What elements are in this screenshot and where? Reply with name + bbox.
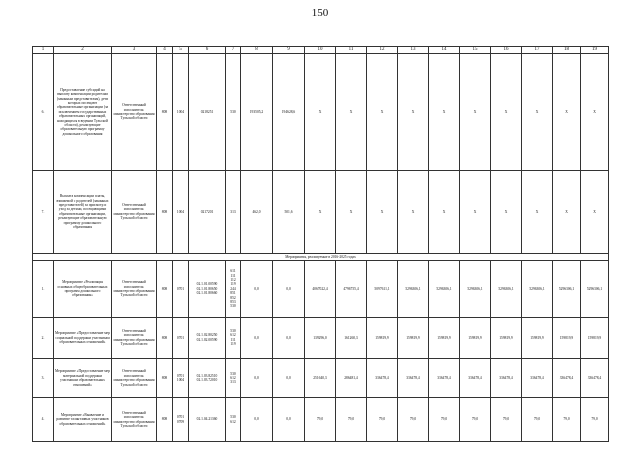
cell-value: 0701 (173, 261, 189, 317)
cell-value: Х (305, 54, 336, 171)
row-number: 1. (33, 261, 54, 317)
cell-value: 501,6 (273, 170, 305, 253)
cell-value: 159819,9 (460, 317, 491, 358)
cell-value: 0,0 (241, 317, 273, 358)
cell-value: 5296306,1 (491, 261, 522, 317)
cell-value: 79,0 (491, 398, 522, 442)
cell-value: Х (398, 54, 429, 171)
cell-value: 5296306,1 (398, 261, 429, 317)
row-executor: Ответственный исполнитель: министерство образования Тульской области (112, 54, 157, 171)
cell-value: 808 (157, 317, 173, 358)
cell-value: 79,0 (522, 398, 553, 442)
column-header: 5 (173, 47, 189, 54)
row-number: 6. (33, 54, 54, 171)
cell-value: 336478,4 (581, 359, 609, 398)
cell-value: 159819,9 (491, 317, 522, 358)
row-executor: Ответственный исполнитель: министерство образования Тульской области (112, 317, 157, 358)
section-row (33, 253, 609, 260)
cell-value: 79,0 (553, 398, 581, 442)
column-header: 17 (522, 47, 553, 54)
cell-value: 336478,4 (491, 359, 522, 398)
row-number: 3. (33, 359, 54, 398)
column-header: 8 (241, 47, 273, 54)
column-header: 14 (429, 47, 460, 54)
column-header: 4 (157, 47, 173, 54)
column-header: 7 (226, 47, 241, 54)
cell-value: 336478,4 (367, 359, 398, 398)
cell-value: 159819,9 (398, 317, 429, 358)
page-number: 150 (311, 7, 329, 19)
header-row (33, 47, 609, 54)
cell-value: Х (581, 54, 609, 171)
column-header: 9 (273, 47, 305, 54)
cell-value: 0,0 (241, 261, 273, 317)
cell-value: 1004 (173, 170, 189, 253)
cell-value: 0701 0709 (173, 398, 189, 442)
cell-value: 4796755,4 (336, 261, 367, 317)
row-number: 4. (33, 398, 54, 442)
cell-value: Х (522, 170, 553, 253)
cell-value: Х (460, 54, 491, 171)
cell-value: Х (522, 54, 553, 171)
cell-value: Х (398, 170, 429, 253)
cell-value: 336478,4 (429, 359, 460, 398)
column-header: 16 (491, 47, 522, 54)
cell-value: 336478,4 (553, 359, 581, 398)
cell-value: 4067022,4 (305, 261, 336, 317)
cell-value: 0217201 (189, 170, 226, 253)
cell-value: 611 111 112 119 244 851 852 853 530 (226, 261, 241, 317)
cell-value: 79,0 (429, 398, 460, 442)
table-row (33, 317, 609, 358)
cell-value: 79,0 (460, 398, 491, 442)
cell-value: Х (553, 170, 581, 253)
cell-value: 159819,9 (581, 317, 609, 358)
column-header: 15 (460, 47, 491, 54)
cell-value: 530 612 (226, 398, 241, 442)
cell-value: 159819,9 (367, 317, 398, 358)
row-description: Мероприятие «Реализация основных общеобразовательных программ дошкольного образования» (54, 261, 112, 317)
cell-value: 336478,4 (460, 359, 491, 398)
cell-value: 530 612 111 119 (226, 317, 241, 358)
budget-table (32, 46, 609, 442)
row-description: Выплата компенсации платы, взимаемой с родителей (законных представителей) за присмотр и уход за детьми, посещающими образовательные организации, реализующие образовательную программу дошкольного образования (54, 170, 112, 253)
cell-value: 808 (157, 170, 173, 253)
column-header: 19 (581, 47, 609, 54)
cell-value: 02.1.04.21360 (189, 398, 226, 442)
cell-value: 02.1.03.82510 02.1.03.72010 (189, 359, 226, 398)
cell-value: 161260,3 (336, 317, 367, 358)
cell-value: 5296306,1 (460, 261, 491, 317)
cell-value: 79,0 (336, 398, 367, 442)
cell-value: 336478,4 (522, 359, 553, 398)
cell-value: Х (305, 170, 336, 253)
cell-value: 02.1.02.80250 02.1.02.00590 (189, 317, 226, 358)
cell-value: 159819,9 (429, 317, 460, 358)
cell-value: 79,0 (367, 398, 398, 442)
column-header: 2 (54, 47, 112, 54)
table-row (33, 359, 609, 398)
cell-value: Х (491, 54, 522, 171)
cell-value: 251640,3 (305, 359, 336, 398)
cell-value: 5097611,1 (367, 261, 398, 317)
table-row (33, 261, 609, 317)
cell-value: Х (581, 170, 609, 253)
cell-value: 02.1.01.00590 02.1.01.80650 02.1.01.80660 (189, 261, 226, 317)
table-row (33, 170, 609, 253)
cell-value: 139296,0 (305, 317, 336, 358)
column-header: 3 (112, 47, 157, 54)
cell-value: 808 (157, 359, 173, 398)
cell-value: 79,0 (581, 398, 609, 442)
row-number: 7. (33, 170, 54, 253)
cell-value: 193505,2 (241, 54, 273, 171)
cell-value: 0,0 (241, 398, 273, 442)
cell-value: 1004 (173, 54, 189, 171)
cell-value: 0,0 (273, 359, 305, 398)
row-executor: Ответственный исполнитель: министерство образования Тульской области (112, 170, 157, 253)
cell-value: 0701 1004 (173, 359, 189, 398)
cell-value: 0,0 (273, 398, 305, 442)
row-executor: Ответственный исполнитель: министерство образования Тульской области (112, 398, 157, 442)
cell-value: Х (460, 170, 491, 253)
column-header: 1 (33, 47, 54, 54)
cell-value: 808 (157, 261, 173, 317)
row-description: Мероприятие «Выявление и развитие талантливых участников образовательных отношений» (54, 398, 112, 442)
cell-value: Х (336, 54, 367, 171)
cell-value: 194628,6 (273, 54, 305, 171)
row-description: Мероприятие «Предоставление мер социальной поддержки участникам образовательных отношений» (54, 317, 112, 358)
row-executor: Ответственный исполнитель: министерство образования Тульской области (112, 261, 157, 317)
cell-value: Х (367, 54, 398, 171)
cell-value: 286481,4 (336, 359, 367, 398)
cell-value: Х (336, 170, 367, 253)
row-description: Предоставление субсидий на выплату компенсации родителям (законным представителям), дети которых посещают образовательные организации (за исключением государственных образовательных организаций, находящихся в ведении Тульской области), реализующие образовательную программу дошкольного образования (54, 54, 112, 171)
cell-value: 5296306,1 (581, 261, 609, 317)
cell-value: Х (491, 170, 522, 253)
cell-value: 159819,9 (553, 317, 581, 358)
cell-value: Х (553, 54, 581, 171)
column-header: 18 (553, 47, 581, 54)
cell-value: 79,0 (305, 398, 336, 442)
row-executor: Ответственный исполнитель: министерство образования Тульской области (112, 359, 157, 398)
cell-value: Х (429, 170, 460, 253)
column-header: 6 (189, 47, 226, 54)
cell-value: 0,0 (273, 261, 305, 317)
row-description: Мероприятие «Предоставление мер материальной поддержки участникам образовательных отношений» (54, 359, 112, 398)
cell-value: 530 612 313 (226, 359, 241, 398)
column-header: 10 (305, 47, 336, 54)
cell-value: 5296306,1 (522, 261, 553, 317)
cell-value: 530 (226, 54, 241, 171)
cell-value: 0,0 (241, 359, 273, 398)
row-number: 2. (33, 317, 54, 358)
cell-value: 808 (157, 398, 173, 442)
table-row (33, 54, 609, 171)
column-header: 11 (336, 47, 367, 54)
section-title: Мероприятия, реализуемые в 2016-2025 годах (33, 253, 609, 260)
cell-value: 5296306,1 (429, 261, 460, 317)
cell-value: 0701 (173, 317, 189, 358)
cell-value: 336478,4 (398, 359, 429, 398)
cell-value: 0,0 (273, 317, 305, 358)
cell-value: 808 (157, 54, 173, 171)
cell-value: Х (429, 54, 460, 171)
cell-value: 159819,9 (522, 317, 553, 358)
column-header: 13 (398, 47, 429, 54)
column-header: 12 (367, 47, 398, 54)
cell-value: 79,0 (398, 398, 429, 442)
cell-value: 313 (226, 170, 241, 253)
cell-value: 5296306,1 (553, 261, 581, 317)
table-row (33, 398, 609, 442)
cell-value: Х (367, 170, 398, 253)
cell-value: 0218251 (189, 54, 226, 171)
cell-value: 462,0 (241, 170, 273, 253)
